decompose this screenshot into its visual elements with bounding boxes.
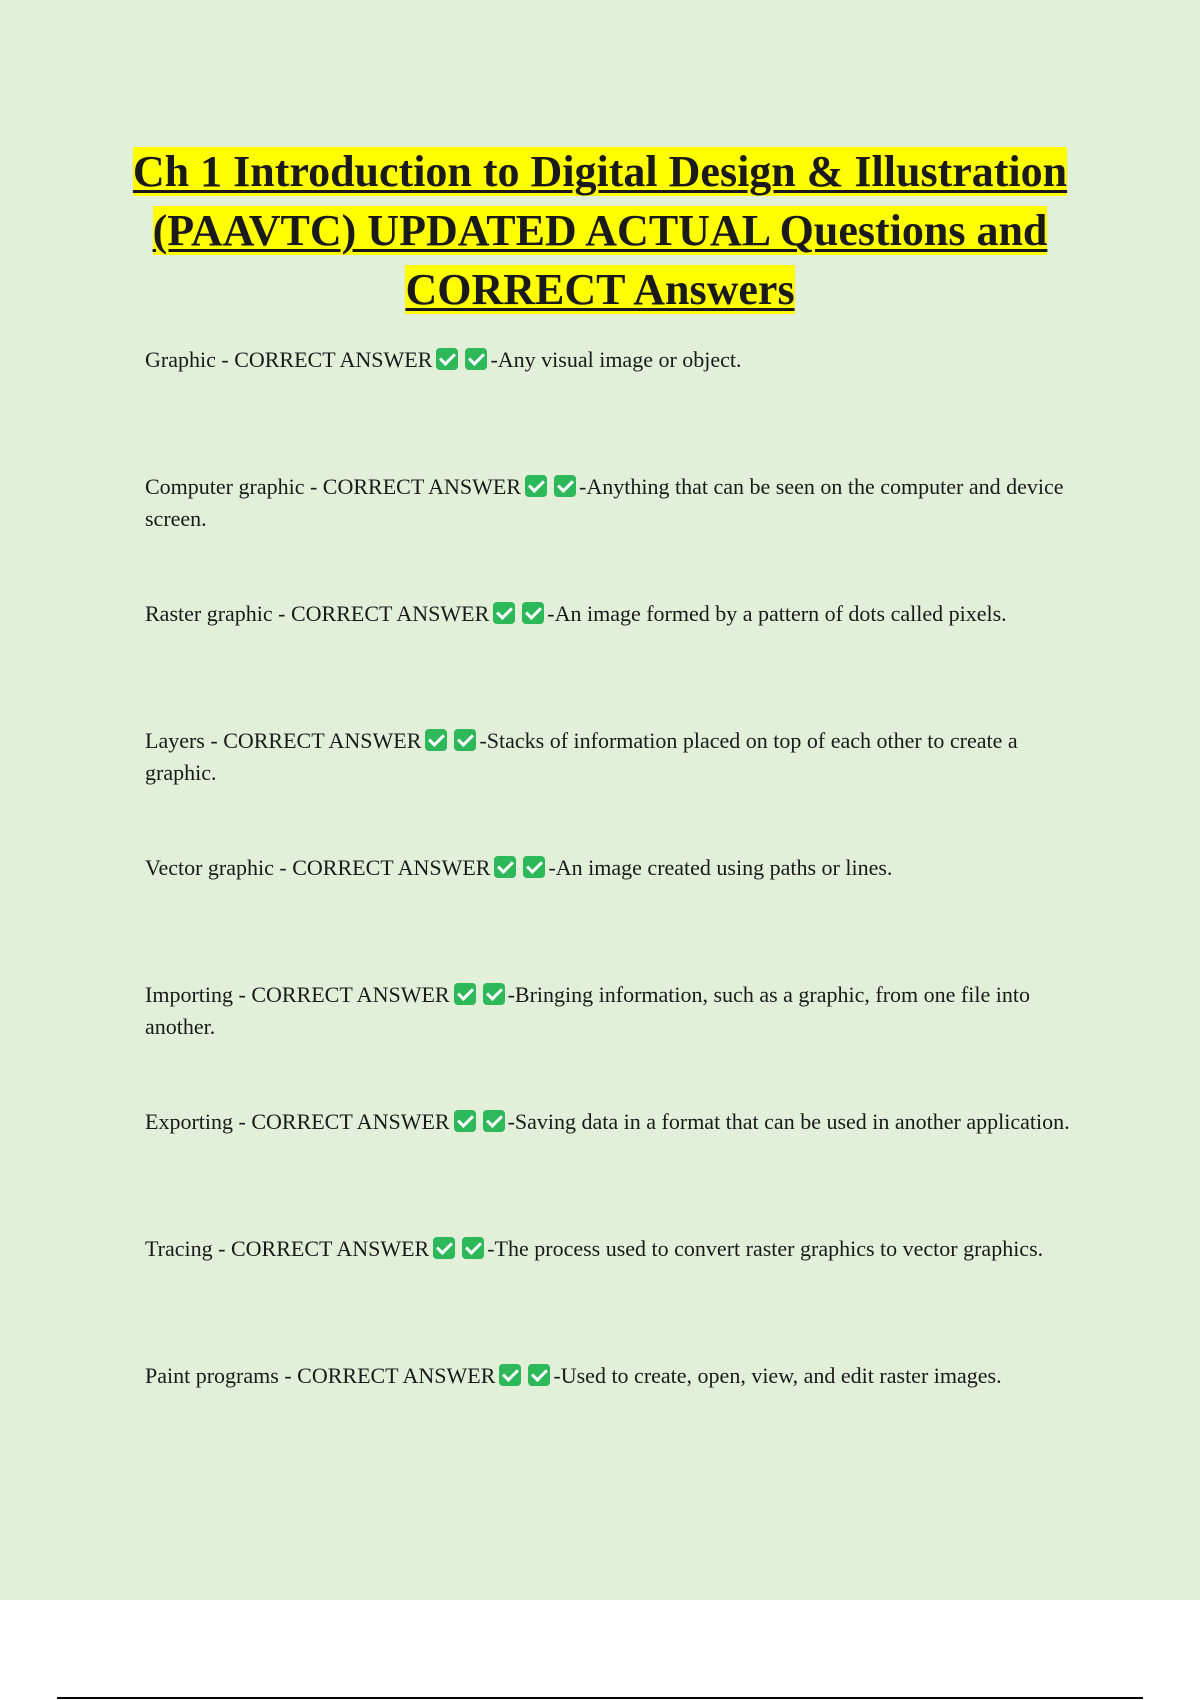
qa-item: Computer graphic - CORRECT ANSWER -Anything that can be seen on the computer and device screen.	[145, 474, 1064, 531]
check-mark-icon	[465, 348, 487, 370]
qa-item: Importing - CORRECT ANSWER -Bringing information, such as a graphic, from one file into another.	[145, 982, 1030, 1039]
answer-marker: CORRECT ANSWER	[230, 1236, 430, 1261]
qa-item: Exporting - CORRECT ANSWER -Saving data in a format that can be used in another application.	[145, 1109, 1070, 1134]
qa-list	[145, 344, 1085, 1487]
qa-term: Graphic	[145, 347, 216, 372]
check-mark-icon	[436, 348, 458, 370]
footer-divider	[57, 1697, 1143, 1699]
qa-term: Computer graphic	[145, 474, 305, 499]
qa-item: Graphic - CORRECT ANSWER -Any visual image or object.	[145, 347, 742, 372]
answer-marker: CORRECT ANSWER	[292, 855, 491, 880]
check-mark-icon	[499, 1364, 521, 1386]
check-mark-icon	[433, 1237, 455, 1259]
answer-marker: CORRECT ANSWER	[297, 1363, 496, 1388]
check-mark-icon	[494, 856, 516, 878]
qa-definition: -Saving data in a format that can be used in another application.	[507, 1109, 1070, 1134]
qa-term: Paint programs	[145, 1363, 279, 1388]
answer-marker: CORRECT ANSWER	[223, 728, 422, 753]
answer-marker: CORRECT ANSWER	[322, 474, 522, 499]
qa-definition: -Any visual image or object.	[490, 347, 742, 372]
qa-item: Raster graphic - CORRECT ANSWER -An image formed by a pattern of dots called pixels.	[145, 601, 1007, 626]
check-mark-icon	[493, 602, 515, 624]
answer-marker: CORRECT ANSWER	[251, 1109, 450, 1134]
qa-item: Vector graphic - CORRECT ANSWER -An image created using paths or lines.	[145, 855, 893, 880]
answer-marker: CORRECT ANSWER	[291, 601, 490, 626]
check-mark-icon	[525, 475, 547, 497]
answer-marker: CORRECT ANSWER	[234, 347, 433, 372]
check-mark-icon	[425, 729, 447, 751]
qa-item: Layers - CORRECT ANSWER -Stacks of information placed on top of each other to create a graphic.	[145, 728, 1018, 785]
qa-definition: -Stacks of information placed on top of each other to create a graphic.	[145, 728, 1018, 785]
qa-term: Importing	[145, 982, 233, 1007]
check-mark-icon	[454, 1110, 476, 1132]
check-mark-icon	[522, 602, 544, 624]
document-title-text: Ch 1 Introduction to Digital Design & Illustration (PAAVTC) UPDATED ACTUAL Questions and CORRECT Answers	[132, 147, 1068, 314]
check-mark-icon	[454, 729, 476, 751]
qa-definition: -An image formed by a pattern of dots called pixels.	[547, 601, 1007, 626]
check-mark-icon	[554, 475, 576, 497]
answer-marker: CORRECT ANSWER	[251, 982, 450, 1007]
qa-definition: -An image created using paths or lines.	[548, 855, 893, 880]
qa-definition: -Used to create, open, view, and edit raster images.	[553, 1363, 1002, 1388]
check-mark-icon	[462, 1237, 484, 1259]
qa-definition: -The process used to convert raster graphics to vector graphics.	[487, 1236, 1044, 1261]
check-mark-icon	[454, 983, 476, 1005]
document-title	[100, 142, 1100, 319]
qa-term: Exporting	[145, 1109, 233, 1134]
check-mark-icon	[483, 983, 505, 1005]
qa-definition: -Bringing information, such as a graphic, from one file into another.	[145, 982, 1030, 1039]
qa-item: Tracing - CORRECT ANSWER -The process used to convert raster graphics to vector graphics.	[145, 1236, 1044, 1261]
qa-term: Raster graphic	[145, 601, 273, 626]
qa-definition: -Anything that can be seen on the computer and device screen.	[145, 474, 1064, 531]
check-mark-icon	[523, 856, 545, 878]
qa-term: Tracing	[145, 1236, 213, 1261]
qa-item: Paint programs - CORRECT ANSWER -Used to create, open, view, and edit raster images.	[145, 1363, 1002, 1388]
qa-term: Layers	[145, 728, 205, 753]
qa-term: Vector graphic	[145, 855, 274, 880]
check-mark-icon	[528, 1364, 550, 1386]
check-mark-icon	[483, 1110, 505, 1132]
